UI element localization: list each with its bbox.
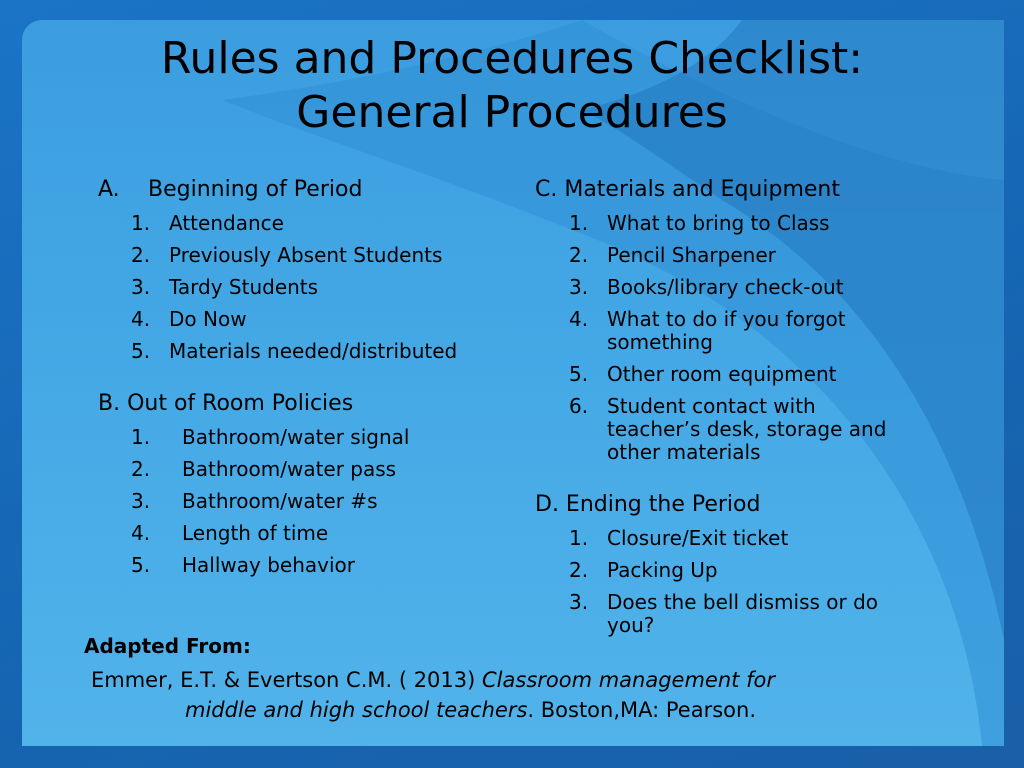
item-number: 3. bbox=[131, 275, 151, 299]
title-line-2: General Procedures bbox=[296, 87, 728, 138]
item-text: What to do if you forgot bbox=[607, 307, 846, 331]
item-text: Books/library check-out bbox=[607, 275, 844, 299]
item-text: Do Now bbox=[169, 307, 247, 331]
item-text: What to bring to Class bbox=[607, 211, 830, 235]
item-text: Bathroom/water pass bbox=[182, 457, 397, 481]
item-text: Attendance bbox=[169, 211, 284, 235]
item-text: Does the bell dismiss or do bbox=[607, 590, 879, 614]
citation-book-title-part2: middle and high school teachers bbox=[185, 698, 528, 722]
item-number: 4. bbox=[569, 307, 589, 331]
item-number: 1. bbox=[131, 211, 151, 235]
item-text: Student contact with bbox=[607, 394, 816, 418]
citation-authors: Emmer, E.T. & Evertson C.M. ( 2013) bbox=[91, 668, 483, 692]
section-c-heading: C. Materials and Equipment bbox=[535, 177, 840, 202]
item-number: 5. bbox=[131, 553, 151, 577]
citation-publisher: . Boston,MA: Pearson. bbox=[527, 698, 756, 722]
item-text: Hallway behavior bbox=[182, 553, 355, 577]
adapted-from-label: Adapted From: bbox=[84, 634, 251, 658]
item-text-continued: teacher’s desk, storage and bbox=[607, 417, 887, 441]
item-text: Tardy Students bbox=[169, 275, 319, 299]
item-number: 3. bbox=[131, 489, 151, 513]
item-text: Closure/Exit ticket bbox=[607, 526, 789, 550]
item-text: Bathroom/water #s bbox=[182, 489, 378, 513]
item-number: 1. bbox=[569, 211, 589, 235]
item-number: 4. bbox=[131, 521, 151, 545]
item-text-continued: something bbox=[607, 330, 713, 354]
section-a-heading bbox=[98, 176, 363, 204]
item-number: 1. bbox=[131, 425, 151, 449]
item-number: 3. bbox=[569, 275, 589, 299]
item-text-continued: other materials bbox=[607, 440, 761, 464]
item-number: 5. bbox=[131, 339, 151, 363]
section-a-letter: A. bbox=[98, 177, 120, 202]
item-text: Previously Absent Students bbox=[169, 243, 443, 267]
item-text: Bathroom/water signal bbox=[182, 425, 410, 449]
item-number: 2. bbox=[131, 243, 151, 267]
item-number: 4. bbox=[131, 307, 151, 331]
item-number: 3. bbox=[569, 590, 589, 614]
section-d-heading: D. Ending the Period bbox=[535, 492, 761, 517]
item-text: Materials needed/distributed bbox=[169, 339, 458, 363]
section-a-title: Beginning of Period bbox=[148, 177, 363, 202]
item-text: Packing Up bbox=[607, 558, 718, 582]
citation-book-title-part1: Classroom management for bbox=[482, 668, 775, 692]
item-text: Length of time bbox=[182, 521, 329, 545]
item-text: Pencil Sharpener bbox=[607, 243, 776, 267]
item-number: 2. bbox=[569, 558, 589, 582]
citation-line-2 bbox=[91, 695, 851, 725]
item-number: 2. bbox=[569, 243, 589, 267]
item-number: 6. bbox=[569, 394, 589, 418]
slide-title bbox=[60, 32, 964, 140]
citation bbox=[91, 665, 851, 725]
item-text-continued: you? bbox=[607, 613, 655, 637]
title-line-1: Rules and Procedures Checklist: bbox=[160, 33, 864, 84]
item-number: 1. bbox=[569, 526, 589, 550]
section-b-heading: B. Out of Room Policies bbox=[98, 391, 354, 416]
item-number: 5. bbox=[569, 362, 589, 386]
item-number: 2. bbox=[131, 457, 151, 481]
item-text: Other room equipment bbox=[607, 362, 837, 386]
